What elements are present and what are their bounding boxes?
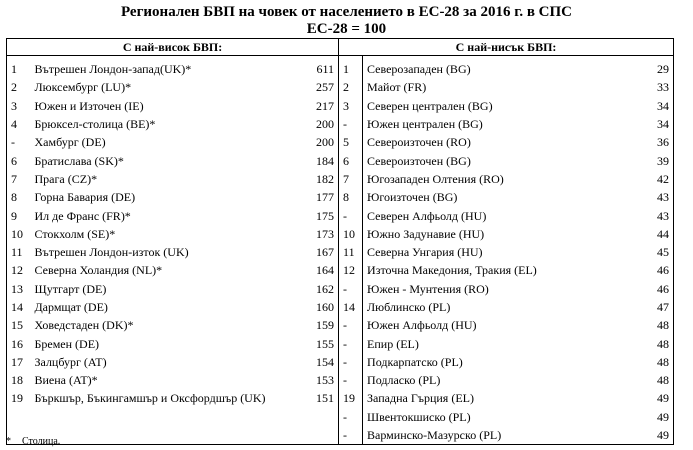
right-region-name: Североизточен (BG) bbox=[363, 151, 606, 169]
left-region-name: Северна Холандия (NL)* bbox=[34, 263, 163, 278]
left-gdp-value: 200 bbox=[275, 133, 339, 151]
right-region-name: Северен централен (BG) bbox=[363, 97, 606, 115]
right-rank: 12 bbox=[343, 263, 356, 278]
table-header-row bbox=[7, 39, 674, 56]
right-region-name: Южен централен (BG) bbox=[363, 115, 606, 133]
left-gdp-value: 200 bbox=[275, 115, 339, 133]
right-rank: - bbox=[343, 117, 348, 132]
right-region-name: Швентокшиско (PL) bbox=[363, 408, 606, 426]
left-rank: 16 bbox=[7, 334, 31, 352]
left-region-name: Бремен (DE) bbox=[34, 336, 100, 351]
left-rank: 10 bbox=[7, 225, 31, 243]
left-rank: 7 bbox=[7, 170, 31, 188]
table-row bbox=[7, 426, 674, 445]
right-region-name: Източна Македония, Тракия (EL) bbox=[363, 261, 606, 279]
left-gdp-value: 164 bbox=[275, 261, 339, 279]
page-subtitle: ЕС-28 = 100 bbox=[306, 21, 387, 37]
left-region-name: Южен и Източен (IE) bbox=[34, 98, 144, 113]
table-row bbox=[7, 133, 674, 151]
table-row bbox=[7, 298, 674, 316]
right-gdp-value: 46 bbox=[606, 261, 674, 279]
table-body bbox=[7, 56, 674, 445]
left-header: С най-висок БВП: bbox=[7, 39, 339, 56]
left-gdp-value: 182 bbox=[275, 170, 339, 188]
right-region-name: Северен Алфьолд (HU) bbox=[363, 206, 606, 224]
left-rank: 13 bbox=[7, 280, 31, 298]
right-rank: 5 bbox=[343, 135, 350, 150]
table-row bbox=[7, 97, 674, 115]
table-row bbox=[7, 206, 674, 224]
left-region-name: Залцбург (AT) bbox=[34, 354, 107, 369]
left-gdp-value bbox=[275, 426, 339, 445]
right-region-name: Варминско-Мазурско (PL) bbox=[363, 426, 606, 445]
left-rank: 12 bbox=[7, 261, 31, 279]
left-region-name: Щутгарт (DE) bbox=[34, 281, 107, 296]
right-rank: 7 bbox=[343, 171, 350, 186]
left-gdp-value: 151 bbox=[275, 389, 339, 407]
right-region-name: Епир (EL) bbox=[363, 334, 606, 352]
right-region-name: Люблинско (PL) bbox=[363, 298, 606, 316]
right-gdp-value: 48 bbox=[606, 316, 674, 334]
table-row bbox=[7, 261, 674, 279]
right-region-name: Югоизточен (BG) bbox=[363, 188, 606, 206]
right-gdp-value: 33 bbox=[606, 78, 674, 96]
footnote bbox=[6, 436, 60, 448]
right-rank: - bbox=[343, 208, 348, 223]
left-region-name: Ховедстаден (DK)* bbox=[34, 318, 134, 333]
left-rank: 1 bbox=[7, 56, 31, 79]
right-region-name: Северна Унгария (HU) bbox=[363, 243, 606, 261]
table-row bbox=[7, 334, 674, 352]
left-rank: - bbox=[7, 133, 31, 151]
table-row bbox=[7, 243, 674, 261]
right-rank: - bbox=[343, 354, 348, 369]
left-region-name: Вътрешен Лондон-изток (UK) bbox=[34, 245, 189, 260]
left-region-name bbox=[31, 426, 275, 445]
right-gdp-value: 34 bbox=[606, 97, 674, 115]
right-gdp-value: 47 bbox=[606, 298, 674, 316]
table-row bbox=[7, 353, 674, 371]
left-gdp-value: 154 bbox=[275, 353, 339, 371]
left-region-name: Люксембург (LU)* bbox=[34, 80, 132, 95]
right-gdp-value: 39 bbox=[606, 151, 674, 169]
left-gdp-value: 162 bbox=[275, 280, 339, 298]
right-gdp-value: 49 bbox=[606, 426, 674, 445]
right-gdp-value: 43 bbox=[606, 206, 674, 224]
table-row bbox=[7, 371, 674, 389]
right-gdp-value: 49 bbox=[606, 389, 674, 407]
left-gdp-value bbox=[275, 408, 339, 426]
left-region-name bbox=[31, 408, 275, 426]
right-rank: 6 bbox=[343, 153, 350, 168]
left-region-name: Дармщат (DE) bbox=[34, 300, 108, 314]
table-row bbox=[7, 56, 674, 79]
left-region-name: Вътрешен Лондон-запад(UK)* bbox=[34, 62, 192, 77]
right-gdp-value: 34 bbox=[606, 115, 674, 133]
left-rank: 14 bbox=[7, 298, 31, 316]
left-gdp-value: 257 bbox=[275, 78, 339, 96]
left-region-name: Брюксел-столица (BE)* bbox=[34, 117, 156, 132]
right-gdp-value: 48 bbox=[606, 353, 674, 371]
left-region-name: Братислава (SK)* bbox=[34, 153, 124, 168]
table-row bbox=[7, 78, 674, 96]
left-gdp-value: 160 bbox=[275, 298, 339, 316]
left-rank: 19 bbox=[7, 389, 31, 407]
left-rank: 8 bbox=[7, 188, 31, 206]
table-row bbox=[7, 280, 674, 298]
right-gdp-value: 43 bbox=[606, 188, 674, 206]
right-rank: 3 bbox=[343, 98, 350, 113]
table-row bbox=[7, 316, 674, 334]
left-region-name: Ил де Франс (FR)* bbox=[34, 208, 131, 223]
left-rank bbox=[7, 408, 31, 426]
left-rank: 2 bbox=[7, 78, 31, 96]
left-rank: 9 bbox=[7, 206, 31, 224]
right-rank: 8 bbox=[343, 190, 350, 205]
right-rank: - bbox=[339, 426, 363, 445]
left-gdp-value: 159 bbox=[275, 316, 339, 334]
right-region-name: Подласко (PL) bbox=[363, 371, 606, 389]
right-gdp-value: 36 bbox=[606, 133, 674, 151]
right-region-name: Западна Гърция (EL) bbox=[363, 389, 606, 407]
left-gdp-value: 167 bbox=[275, 243, 339, 261]
left-gdp-value: 217 bbox=[275, 97, 339, 115]
right-rank: - bbox=[343, 409, 348, 424]
left-rank: 3 bbox=[7, 97, 31, 115]
right-region-name: Северозападен (BG) bbox=[363, 56, 606, 79]
right-gdp-value: 42 bbox=[606, 170, 674, 188]
right-header: С най-нисък БВП: bbox=[339, 39, 674, 56]
right-region-name: Майот (FR) bbox=[363, 78, 606, 96]
left-rank: 17 bbox=[7, 353, 31, 371]
left-gdp-value: 153 bbox=[275, 371, 339, 389]
right-gdp-value: 46 bbox=[606, 280, 674, 298]
table-row bbox=[7, 115, 674, 133]
right-region-name: Североизточен (RO) bbox=[363, 133, 606, 151]
right-gdp-value: 48 bbox=[606, 371, 674, 389]
right-region-name: Южен Алфьолд (HU) bbox=[363, 316, 606, 334]
right-gdp-value: 44 bbox=[606, 225, 674, 243]
right-rank: 1 bbox=[343, 62, 350, 77]
left-gdp-value: 173 bbox=[275, 225, 339, 243]
left-region-name: Хамбург (DE) bbox=[34, 135, 106, 150]
left-region-name: Прага (CZ)* bbox=[34, 171, 98, 186]
left-rank: 15 bbox=[7, 316, 31, 334]
table-row bbox=[7, 151, 674, 169]
gdp-table bbox=[6, 38, 674, 445]
right-gdp-value: 49 bbox=[606, 408, 674, 426]
left-gdp-value: 611 bbox=[275, 56, 339, 79]
left-gdp-value: 184 bbox=[275, 151, 339, 169]
right-gdp-value: 29 bbox=[606, 56, 674, 79]
right-rank: 14 bbox=[343, 300, 356, 314]
left-rank: 18 bbox=[7, 371, 31, 389]
table-row bbox=[7, 170, 674, 188]
left-region-name: Горна Бавария (DE) bbox=[34, 190, 136, 205]
left-region-name: Бъркшър, Бъкингамшър и Оксфордшър (UK) bbox=[34, 391, 266, 406]
right-gdp-value: 45 bbox=[606, 243, 674, 261]
right-rank: 2 bbox=[343, 80, 350, 95]
left-rank: 4 bbox=[7, 115, 31, 133]
page-title: Регионален БВП на човек от населението в ЕС-28 за 2016 г. в СПС bbox=[120, 4, 573, 20]
right-rank: - bbox=[343, 373, 348, 388]
right-region-name: Южно Задунавие (HU) bbox=[363, 225, 606, 243]
table-row bbox=[7, 408, 674, 426]
left-rank: 6 bbox=[7, 151, 31, 169]
table-row bbox=[7, 188, 674, 206]
table-row bbox=[7, 225, 674, 243]
right-rank: 19 bbox=[343, 391, 356, 406]
right-rank: 10 bbox=[343, 226, 356, 241]
left-gdp-value: 175 bbox=[275, 206, 339, 224]
left-region-name: Виена (AT)* bbox=[34, 373, 98, 388]
footnote-text: Столица. bbox=[22, 436, 61, 447]
table-row bbox=[7, 389, 674, 407]
left-gdp-value: 155 bbox=[275, 334, 339, 352]
right-region-name: Югозападен Олтения (RO) bbox=[363, 170, 606, 188]
left-rank: 11 bbox=[7, 243, 31, 261]
right-gdp-value: 48 bbox=[606, 334, 674, 352]
footnote-mark: * bbox=[6, 436, 11, 447]
right-rank: 11 bbox=[343, 245, 355, 260]
right-region-name: Подкарпатско (PL) bbox=[363, 353, 606, 371]
right-rank: - bbox=[343, 318, 348, 333]
right-region-name: Южен - Мунтения (RO) bbox=[363, 280, 606, 298]
left-gdp-value: 177 bbox=[275, 188, 339, 206]
right-rank: - bbox=[343, 281, 348, 296]
right-rank: - bbox=[343, 336, 348, 351]
left-region-name: Стокхолм (SE)* bbox=[34, 226, 116, 241]
